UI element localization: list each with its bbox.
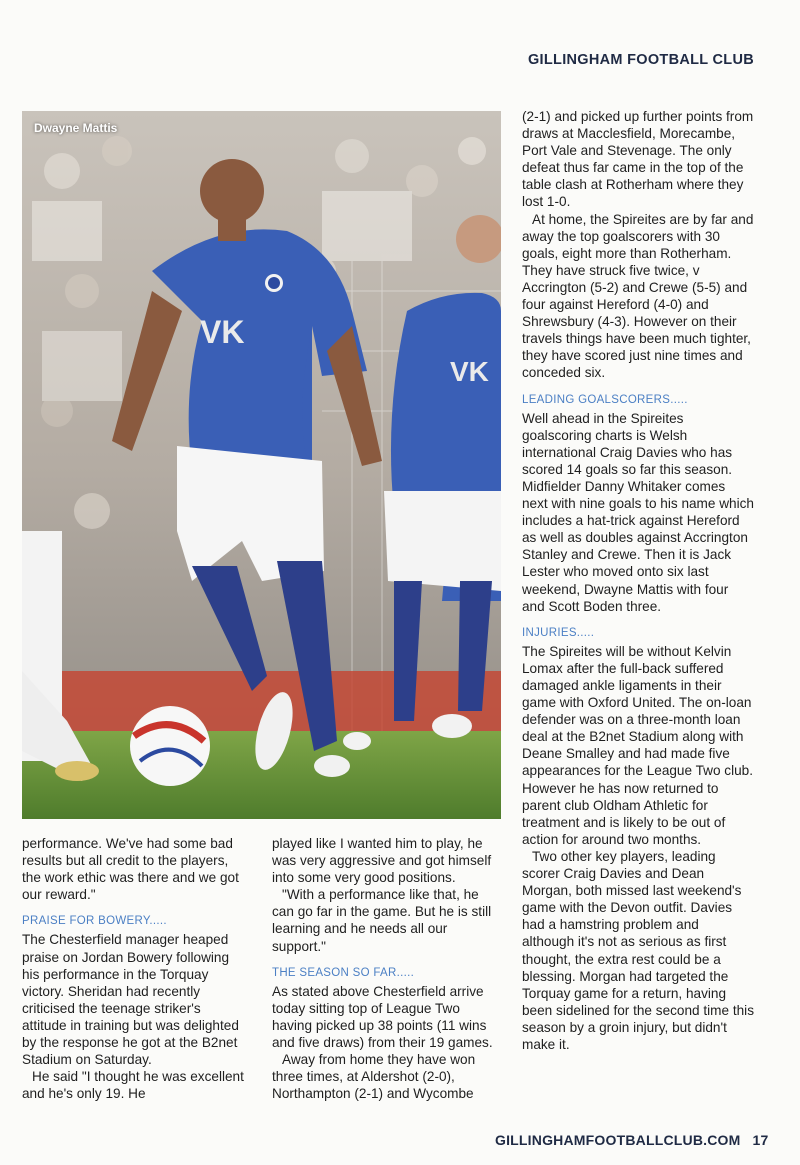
paragraph: The Chesterfield manager heaped praise on Jordan Bowery following his performance in the Torquay victory. Sheridan had recently criticised the teenage striker's attitude in training but was delighted by the response he got at the B2net Stadium on Saturday. (22, 932, 239, 1068)
match-photo (22, 111, 501, 819)
page-number: 17 (752, 1132, 769, 1148)
paragraph: Two other key players, leading scorer Craig Davies and Dean Morgan, both missed last weekend's game with the Devon outfit. Davies had a hamstring problem and although it's not as serious as first thought, the extra rest could be a blessing. Morgan had targeted the Torquay game for a return, having been sidelined for the second time this season by a groin injury, but didn't make it. (522, 848, 754, 1052)
section-heading: PRAISE FOR BOWERY..... (22, 915, 167, 928)
section-heading: THE SEASON SO FAR..... (272, 966, 415, 979)
paragraph: (2-1) and picked up further points from draws at Macclesfield, Morecambe, Port Vale and Stevenage. The only defeat thus far came in the top of the table clash at Rotherham where they lost 1-0. (522, 109, 754, 210)
paragraph: "With a performance like that, he can go far in the game. But he is still learning and he needs all our support." (272, 887, 492, 954)
svg-text:VK: VK (450, 356, 489, 387)
page-footer (495, 1132, 768, 1148)
running-header: GILLINGHAM FOOTBALL CLUB (527, 52, 754, 68)
section-heading: LEADING GOALSCORERS..... (522, 393, 688, 406)
text-column-2 (272, 835, 500, 1102)
paragraph: As stated above Chesterfield arrive today sitting top of League Two having picked up 38 points (11 wins and five draws) from their 19 games. (272, 983, 493, 1051)
photo-caption: Dwayne Mattis (34, 121, 118, 135)
paragraph: performance. We've had some bad results but all credit to the players, the work ethic was there and we got our reward." (22, 836, 239, 903)
paragraph: Away from home they have won three times, at Aldershot (2-0), Northampton (2-1) and Wycombe (272, 1052, 476, 1102)
section-heading: INJURIES..... (522, 626, 595, 639)
footer-website: GILLINGHAMFOOTBALLCLUB.COM (495, 1132, 741, 1148)
text-column-3 (522, 108, 754, 1053)
text-column-1 (22, 835, 248, 1102)
paragraph: At home, the Spireites are by far and away the top goalscorers with 30 goals, eight more than Rotherham. They have struck five twice, v Accrington (5-2) and Crewe (5-5) and four against Hereford (4-0) and Shrewsbury (4-3). However on their travels things have been much tighter, they have scored just nine times and conceded six. (522, 211, 754, 381)
paragraph: He said "I thought he was excellent and he's only 19. He (22, 1069, 244, 1102)
paragraph: played like I wanted him to play, he was very aggressive and got himself into some very good positions. (272, 836, 492, 886)
svg-text:VK: VK (200, 314, 245, 350)
paragraph: Well ahead in the Spireites goalscoring charts is Welsh international Craig Davies who has scored 14 goals so far this season. Midfielder Danny Whitaker comes next with nine goals to his name which includes a hat-trick against Hereford as well as doubles against Accrington Stanley and Crewe. Then it is Jack Lester who moved onto six last weekend, Dwayne Mattis with four and Scott Boden three. (522, 410, 754, 614)
paragraph: The Spireites will be without Kelvin Lomax after the full-back suffered damaged ankle ligaments in their game with Oxford United. The on-loan defender was on a three-month loan deal at the B2net Stadium along with Deane Smalley and had made five appearances for the League Two club. However he has now returned to parent club Oldham Athletic for treatment and is likely to be out of action for around two months. (522, 643, 754, 847)
